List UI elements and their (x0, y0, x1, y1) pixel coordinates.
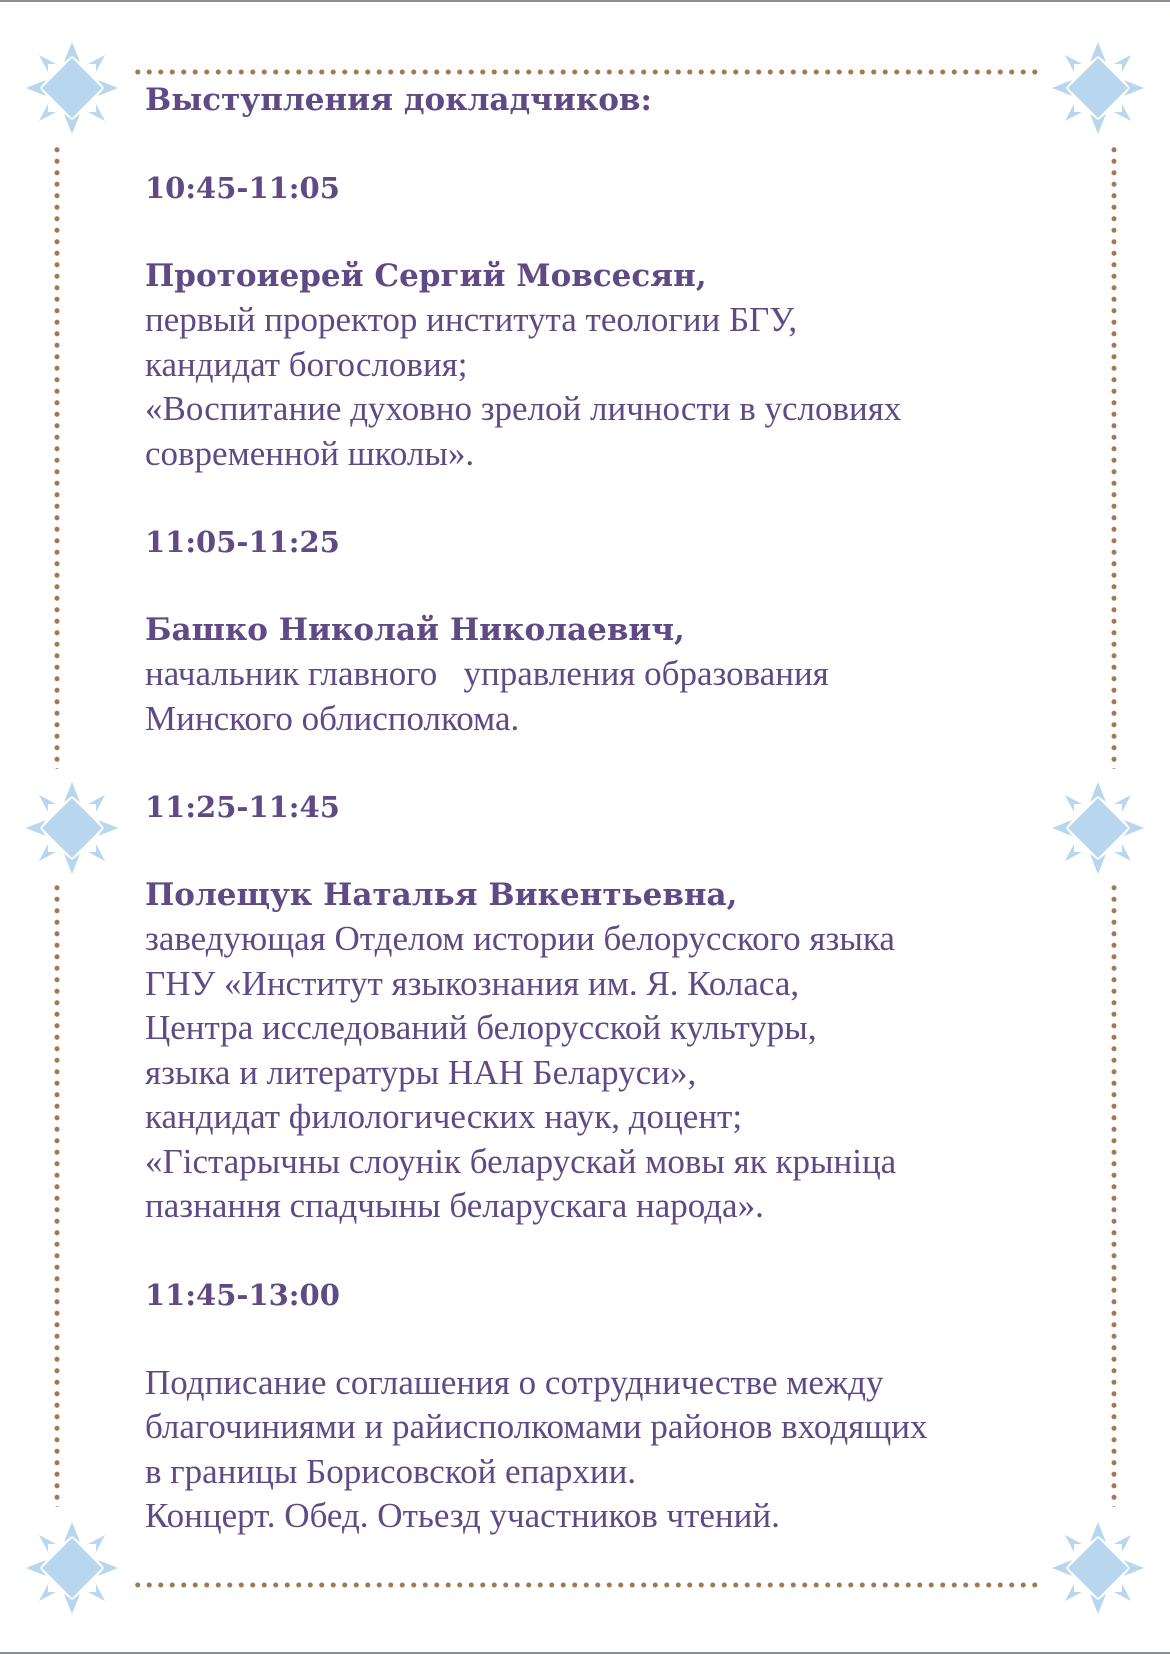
dotted-border-left-lower (53, 882, 61, 1507)
event-line: Концерт. Обед. Отьезд участников чтений. (145, 1496, 780, 1535)
ornament-icon (24, 40, 120, 136)
speaker-detail-line: начальник главного управления образования (145, 654, 829, 693)
ornament-icon (24, 1520, 120, 1616)
talk-title-line: современной школы». (145, 433, 475, 473)
talk-title-line: «Гістарычны слоунік беларускай мовы як крыніца (145, 1141, 897, 1181)
dotted-border-right-lower (1110, 882, 1118, 1507)
event-line: Подписание соглашения о сотрудничестве между (145, 1362, 884, 1402)
speaker-name: Протоиерей Сергий Мовсесян, (145, 258, 707, 294)
speaker-detail-line: ГНУ «Институт языкознания им. Я. Коласа, (145, 963, 800, 1003)
speaker-detail-line: языка и литературы НАН Беларуси», (145, 1052, 697, 1092)
session-time: 11:45-13:00 (145, 1277, 340, 1312)
speaker-detail-line: Минского облисполкома. (145, 698, 520, 738)
talk-title-line: «Воспитание духовно зрелой личности в условиях (145, 389, 902, 428)
page-heading: Выступления докладчиков: (145, 82, 652, 118)
dotted-border-top (132, 68, 1038, 76)
dotted-border-right (1110, 144, 1118, 769)
speaker-detail-line: кандидат богословия; (145, 344, 468, 384)
speaker-detail-line: первый проректор института теологии БГУ, (145, 300, 798, 339)
program-content (145, 78, 1105, 1539)
speaker-detail-line: Центра исследований белорусской культуры, (145, 1008, 817, 1047)
speaker-detail-line: заведующая Отделом истории белорусского языка (145, 919, 895, 958)
speaker-detail-line: кандидат филологических наук, доцент; (145, 1097, 743, 1136)
event-line: благочиниями и райисполкомами районов входящих (145, 1407, 928, 1446)
speaker-name: Башко Николай Николаевич, (145, 612, 685, 648)
speaker-name: Полещук Наталья Викентьевна, (145, 877, 738, 913)
ornament-icon (24, 780, 120, 876)
talk-title-line: пазнання спадчыны беларускага народа». (145, 1186, 764, 1225)
event-line: в границы Борисовской епархии. (145, 1451, 637, 1491)
session-time: 10:45-11:05 (145, 171, 340, 205)
session-time: 11:05-11:25 (145, 525, 340, 559)
dotted-border-left (53, 144, 61, 769)
session-time: 11:25-11:45 (145, 790, 340, 824)
dotted-border-bottom (132, 1581, 1038, 1589)
